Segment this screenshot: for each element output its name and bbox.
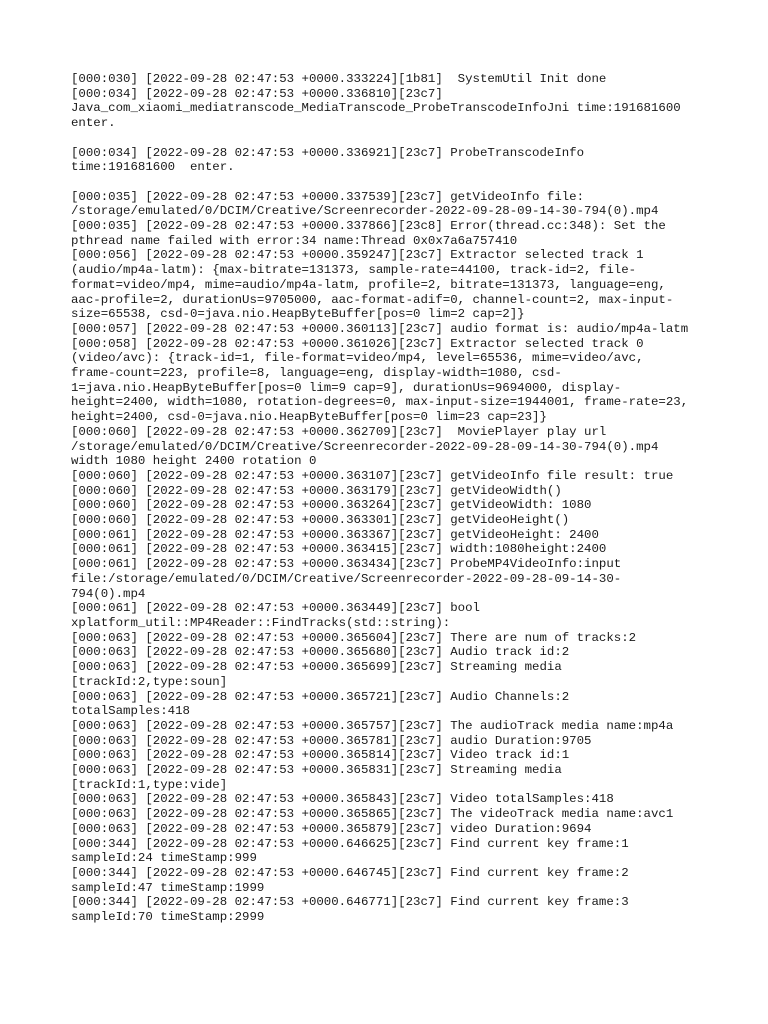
log-entry: [000:061] [2022-09-28 02:47:53 +0000.363449][23c7] bool xplatform_util::MP4Reader::FindTracks(std::string): (71, 601, 480, 630)
log-text-block (71, 72, 711, 925)
log-entry: [000:058] [2022-09-28 02:47:53 +0000.361026][23c7] Extractor selected track 0 (video/avc): {track-id=1, file-format=video/mp4, level=65536, mime=video/avc, frame-count=223, profile=8, language=eng, display-width=1080, csd- 1=java.nio.HeapByteBuffer[pos=0 lim=9 cap=9], durationUs=9694000, display- height=2400, width=1080, rotation-degrees=0, max-input-size=1944001, frame-rate=23, height=2400, csd-0=java.nio.HeapByteBuffer[pos=0 lim=23 cap=23]} (71, 336, 689, 425)
log-entry: [000:056] [2022-09-28 02:47:53 +0000.359247][23c7] Extractor selected track 1 (audio/mp4a-latm): {max-bitrate=131373, sample-rate=44100, track-id=2, file- format=video/mp4, mime=audio/mp4a-latm, profile=2, bitrate=131373, language=eng, aac-profile=2, durationUs=9705000, aac-format-adif=0, channel-count=2, max-input- size=65538, csd-0=java.nio.HeapByteBuffer[pos=0 lim=2 cap=2]} (71, 248, 674, 322)
log-entry: [000:061] [2022-09-28 02:47:53 +0000.363367][23c7] getVideoHeight: 2400 (71, 527, 599, 542)
log-entry: [000:344] [2022-09-28 02:47:53 +0000.646625][23c7] Find current key frame:1 sampleId:24 timeStamp:999 (71, 836, 629, 866)
log-entry: [000:035] [2022-09-28 02:47:53 +0000.337539][23c7] getVideoInfo file: /storage/emulated/0/DCIM/Creative/Screenrecorder-2022-09-28-09-14-30-794(0).mp4 (71, 189, 659, 219)
log-entry: [000:344] [2022-09-28 02:47:53 +0000.646771][23c7] Find current key frame:3 sampleId:70 timeStamp:2999 (71, 895, 629, 925)
log-entry: [000:034] [2022-09-28 02:47:53 +0000.336921][23c7] ProbeTranscodeInfo time:191681600 enter. (71, 145, 585, 175)
log-entry: [000:063] [2022-09-28 02:47:53 +0000.365604][23c7] There are num of tracks:2 (71, 630, 637, 645)
log-entry: [000:060] [2022-09-28 02:47:53 +0000.363301][23c7] getVideoHeight() (71, 513, 570, 528)
log-entry: [000:060] [2022-09-28 02:47:53 +0000.363179][23c7] getVideoWidth() (71, 483, 562, 498)
log-entry: [000:030] [2022-09-28 02:47:53 +0000.333224][1b81] SystemUtil Init done (71, 72, 607, 86)
log-entry: [000:063] [2022-09-28 02:47:53 +0000.365843][23c7] Video totalSamples:418 (71, 792, 614, 807)
blank-line (71, 175, 711, 190)
log-entry: [000:063] [2022-09-28 02:47:53 +0000.365781][23c7] audio Duration:9705 (71, 733, 592, 748)
log-entry: [000:063] [2022-09-28 02:47:53 +0000.365721][23c7] Audio Channels:2 totalSamples:418 (71, 689, 570, 719)
log-entry: [000:344] [2022-09-28 02:47:53 +0000.646745][23c7] Find current key frame:2 sampleId:47 timeStamp:1999 (71, 865, 629, 895)
log-entry: [000:060] [2022-09-28 02:47:53 +0000.363264][23c7] getVideoWidth: 1080 (71, 498, 592, 513)
log-entry: [000:057] [2022-09-28 02:47:53 +0000.360113][23c7] audio format is: audio/mp4a-latm (71, 321, 689, 336)
log-entry: [000:063] [2022-09-28 02:47:53 +0000.365699][23c7] Streaming media [trackId:2,type:soun] (71, 660, 562, 689)
log-entry: [000:063] [2022-09-28 02:47:53 +0000.365757][23c7] The audioTrack media name:mp4a (71, 718, 674, 733)
log-entry: [000:061] [2022-09-28 02:47:53 +0000.363434][23c7] ProbeMP4VideoInfo:input file:/storage/emulated/0/DCIM/Creative/Screenrecorder-2022-09-28-09-14-30- 794(0).mp4 (71, 557, 622, 601)
log-entry: [000:061] [2022-09-28 02:47:53 +0000.363415][23c7] width:1080height:2400 (71, 542, 607, 557)
log-entry: [000:063] [2022-09-28 02:47:53 +0000.365814][23c7] Video track id:1 (71, 748, 570, 763)
blank-line (71, 131, 711, 146)
log-entry: [000:063] [2022-09-28 02:47:53 +0000.365680][23c7] Audio track id:2 (71, 645, 570, 660)
log-entry: [000:035] [2022-09-28 02:47:53 +0000.337866][23c8] Error(thread.cc:348): Set the pthread name failed with error:34 name:Thread 0x0x7a6a757410 (71, 219, 666, 248)
log-entry: [000:060] [2022-09-28 02:47:53 +0000.363107][23c7] getVideoInfo file result: true (71, 468, 674, 483)
log-entry: [000:034] [2022-09-28 02:47:53 +0000.336810][23c7] Java_com_xiaomi_mediatranscode_MediaTranscode_ProbeTranscodeInfoJni time:191681600 enter. (71, 86, 681, 131)
log-entry: [000:063] [2022-09-28 02:47:53 +0000.365865][23c7] The videoTrack media name:avc1 (71, 807, 674, 822)
log-entry: [000:060] [2022-09-28 02:47:53 +0000.362709][23c7] MoviePlayer play url /storage/emulated/0/DCIM/Creative/Screenrecorder-2022-09-28-09-14-30-794(0).mp4 width 1080 height 2400 rotation 0 (71, 424, 659, 469)
log-entry: [000:063] [2022-09-28 02:47:53 +0000.365879][23c7] video Duration:9694 (71, 821, 592, 836)
log-entry: [000:063] [2022-09-28 02:47:53 +0000.365831][23c7] Streaming media [trackId:1,type:vide] (71, 763, 562, 792)
